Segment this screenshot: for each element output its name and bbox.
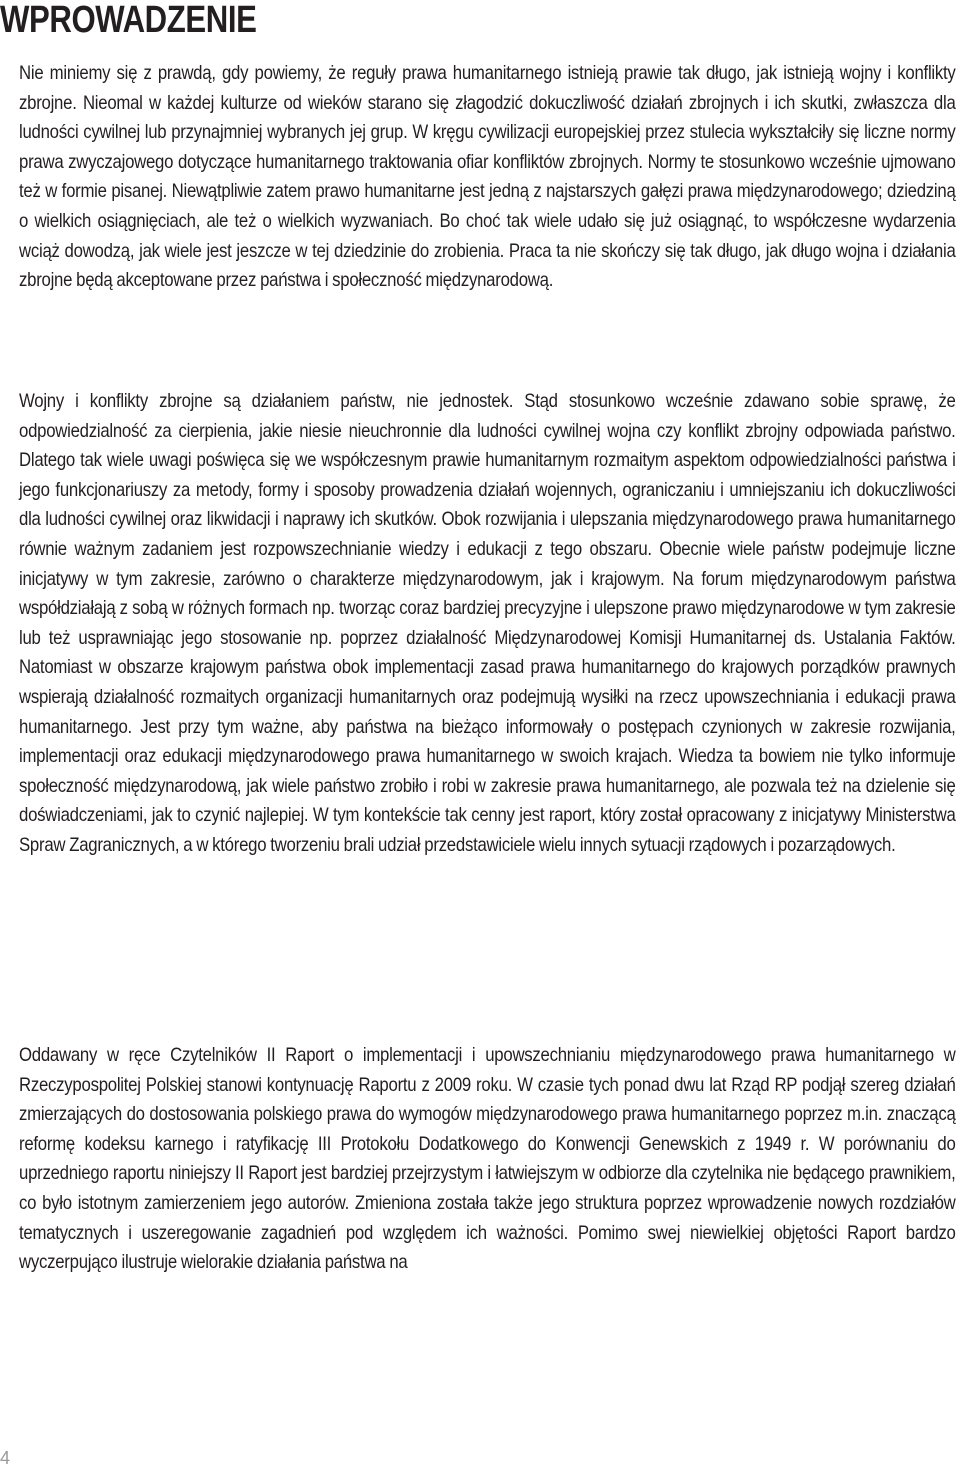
paragraph-2: Wojny i konflikty zbrojne są działaniem państw, nie jednostek. Stąd stosunkowo wcześnie zdawano sobie sprawę, że odpowiedzialność za cierpienia, jakie niesie nieuchronnie dla ludności cywilnej wojna czy konflikt zbrojny odpowiada państwo. Dlatego tak wiele uwagi poświęca się we współczesnym prawie humanitarnym rozmaitym aspektom odpowiedzialności państwa i jego funkcjonariuszy za metody, formy i sposoby prowadzenia działań wojennych, ograniczaniu i umniejszaniu ich dokuczliwości dla ludności cywilnej oraz likwidacji i naprawy ich skutków. Obok rozwijania i ulepszania międzynarodowego prawa humanitarnego równie ważnym zadaniem jest rozpowszechnianie wiedzy i edukacji z tego obszaru. Obecnie wiele państw podejmuje liczne inicjatywy w tym zakresie, zarówno o charakterze międzynarodowym, jak i krajowym. Na forum międzynarodowym państwa współdziałają z sobą w różnych formach np. tworząc coraz bardziej precyzyjne i ulepszone prawo międzynarodowe w tym zakresie lub też usprawniając jego stosowanie np. poprzez działalność Międzynarodowej Komisji Humanitarnej ds. Ustalania Faktów. Natomiast w obszarze krajowym państwa obok implementacji zasad prawa humanitarnego do krajowych porządków prawnych wspierają działalność rozmaitych organizacji humanitarnych oraz podejmują wysiłki na rzecz upowszechniania i edukacji prawa humanitarnego. Jest przy tym ważne, aby państwa na bieżąco informowały o postępach czynionych w zakresie rozwijania, implementacji oraz edukacji międzynarodowego prawa humanitarnego w swoich krajach. Wiedza ta bowiem nie tylko informuje społeczność międzynarodową, jak wiele państwo zrobiło i robi w zakresie prawa humanitarnego, ale pozwala też na dzielenie się doświadczeniami, jak to czynić najlepiej. W tym kontekście tak cenny jest raport, który został opracowany z inicjatywy Ministerstwa Spraw Zagranicznych, a w którego tworzeniu brali udział przedstawiciele wielu innych sytuacji rządowych i pozarządowych. (19, 390, 956, 856)
paragraph-1: Nie miniemy się z prawdą, gdy powiemy, że reguły prawa humanitarnego istnieją prawie tak długo, jak istnieją wojny i konflikty zbrojne. Nieomal w każdej kulturze od wieków starano się złagodzić dokuczliwość działań zbrojnych i ich skutki, zwłaszcza dla ludności cywilnej lub przynajmniej wybranych jej grup. W kręgu cywilizacji europejskiej przez stulecia wykształciły się liczne normy prawa zwyczajowego dotyczące humanitarnego traktowania ofiar konfliktów zbrojnych. Normy te stosunkowo wcześnie ujmowano też w formie pisanej. Niewątpliwie zatem prawo humanitarne jest jedną z najstarszych gałęzi prawa międzynarodowego; dziedziną o wielkich osiągnięciach, ale też o wielkich wyzwaniach. Bo choć tak wiele udało się już osiągnąć, to współczesne wydarzenia wciąż dowodzą, jak wiele jest jeszcze w tej dziedzinie do zrobienia. Praca ta nie skończy się tak długo, jak długo wojna i działania zbrojne będą akceptowane przez państwa i społeczność międzynarodową. (19, 62, 956, 292)
body-text (19, 59, 956, 1341)
page-number: 4 (0, 1448, 11, 1468)
paragraph-3: Oddawany w ręce Czytelników II Raport o implementacji i upowszechnianiu międzynarodowego prawa humanitarnego w Rzeczypospolitej Polskiej stanowi kontynuację Raportu z 2009 roku. W czasie tych ponad dwu lat Rząd RP podjął szereg działań zmierzających do dostosowania polskiego prawa do wymogów międzynarodowego prawa humanitarnego poprzez m.in. znaczącą reformę kodeksu karnego i ratyfikację III Protokołu Dodatkowego do Konwencji Genewskich z 1949 r. W porównaniu do uprzedniego raportu niniejszy II Raport jest bardziej przejrzystym i łatwiejszym w odbiorze dla czytelnika nie będącego prawnikiem, co było istotnym zamierzeniem jego autorów. Zmieniona została także jego struktura poprzez wprowadzenie nowych rozdziałów tematycznych i uszeregowanie zagadnień pod względem ich ważności. Pomimo swej niewielkiej objętości Raport bardzo wyczerpująco ilustruje wielorakie działania państwa na (19, 1044, 956, 1274)
page-title: WPROWADZENIE (0, 0, 257, 41)
